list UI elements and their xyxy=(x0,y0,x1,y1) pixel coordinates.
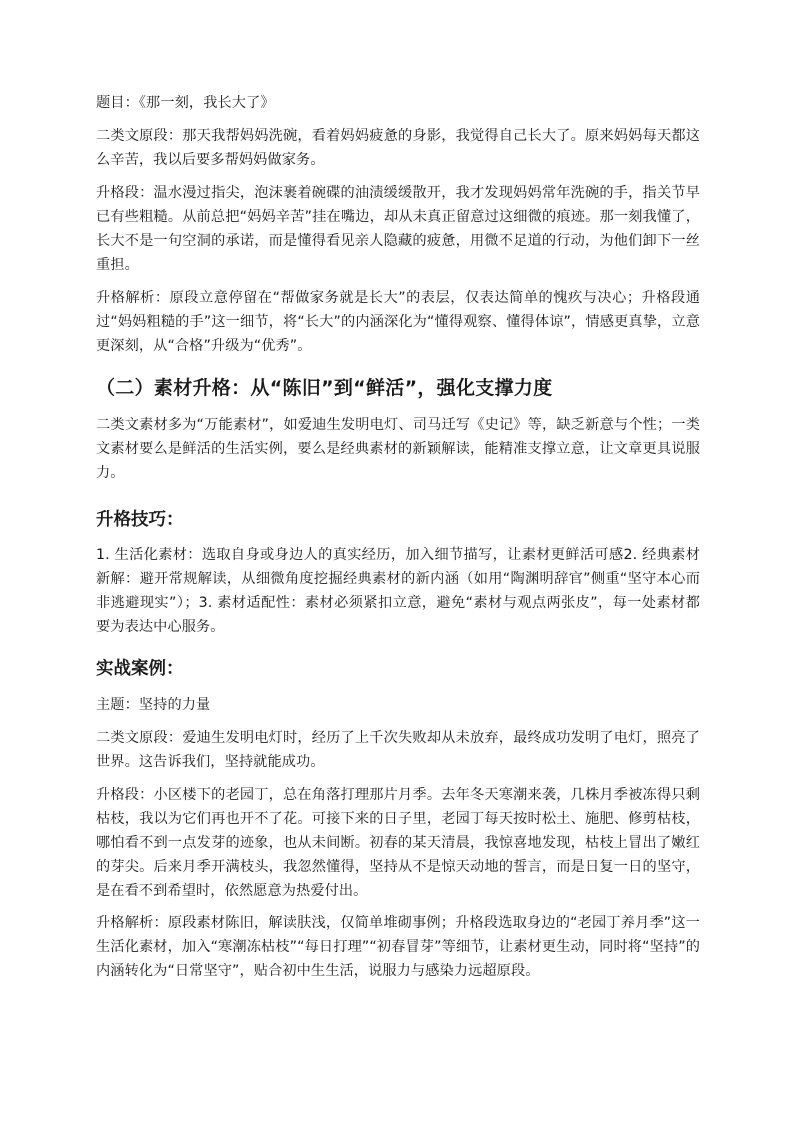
case-upgraded-paragraph: 升格段：小区楼下的老园丁，总在角落打理那片月季。去年冬天寒潮来袭，几株月季被冻得只剩枯枝，我以为它们再也开不了花。可接下来的日子里，老园丁每天按时松土、施肥、修剪枯枝，哪怕看不到一点发芽的迹象，也从未间断。初春的某天清晨，我惊喜地发现，枯枝上冒出了嫩红的芽尖。后来月季开满枝头，我忽然懂得，坚持从不是惊天动地的誓言，而是日复一日的坚守，是在看不到希望时，依然愿意为热爱付出。 xyxy=(96,787,700,899)
tips-heading: 升格技巧： xyxy=(96,510,184,530)
essay-topic: 题目：《那一刻，我长大了》 xyxy=(96,95,275,111)
case-original-paragraph: 二类文原段：爱迪生发明电灯时，经历了上千次失败却从未放弃，最终成功发明了电灯，照亮了世界。这告诉我们，坚持就能成功。 xyxy=(96,730,700,770)
section-intro: 二类文素材多为“万能素材”，如爱迪生发明电灯、司马迁写《史记》等，缺乏新意与个性；一类文素材要么是鲜活的生活实例，要么是经典素材的新颖解读，能精准支撑立意，让文章更具说服力。 xyxy=(96,417,700,481)
case-topic: 主题：坚持的力量 xyxy=(96,697,211,713)
tips-paragraph: 1. 生活化素材：选取自身或身边人的真实经历，加入细节描写，让素材更鲜活可感2. 经典素材新解：避开常规解读，从细微角度挖掘经典素材的新内涵（如用“陶渊明辞官”侧重“坚守本心而非逃避现实”）；3. 素材适配性：素材必须紧扣立意，避免“素材与观点两张皮”，每一处素材都要为表达中心服务。 xyxy=(96,547,700,635)
section-heading: （二）素材升格：从“陈旧”到“鲜活”，强化支撑力度 xyxy=(96,377,553,399)
original-paragraph: 二类文原段：那天我帮妈妈洗碗，看着妈妈疲惫的身影，我觉得自己长大了。原来妈妈每天都这么辛苦，我以后要多帮妈妈做家务。 xyxy=(96,128,700,168)
upgrade-analysis: 升格解析：原段立意停留在“帮做家务就是长大”的表层，仅表达简单的愧疚与决心；升格段通过“妈妈粗糙的手”这一细节，将“长大”的内涵深化为“懂得观察、懂得体谅”，情感更真挚，立意更深刻，从“合格”升级为“优秀”。 xyxy=(96,290,700,354)
case-analysis: 升格解析：原段素材陈旧，解读肤浅，仅简单堆砌事例；升格段选取身边的“老园丁养月季”这一生活化素材，加入“寒潮冻枯枝”“每日打理”“初春冒芽”等细节，让素材更生动，同时将“坚持”的内涵转化为“日常坚守”，贴合初中生生活，说服力与感染力远超原段。 xyxy=(96,915,700,979)
upgraded-paragraph: 升格段：温水漫过指尖，泡沫裹着碗碟的油渍缓缓散开，我才发现妈妈常年洗碗的手，指关节早已有些粗糙。从前总把“妈妈辛苦”挂在嘴边，却从未真正留意过这细微的痕迹。那一刻我懂了，长大不是一句空洞的承诺，而是懂得看见亲人隐藏的疲惫，用微不足道的行动，为他们卸下一丝重担。 xyxy=(96,185,700,273)
case-heading: 实战案例： xyxy=(96,659,184,679)
